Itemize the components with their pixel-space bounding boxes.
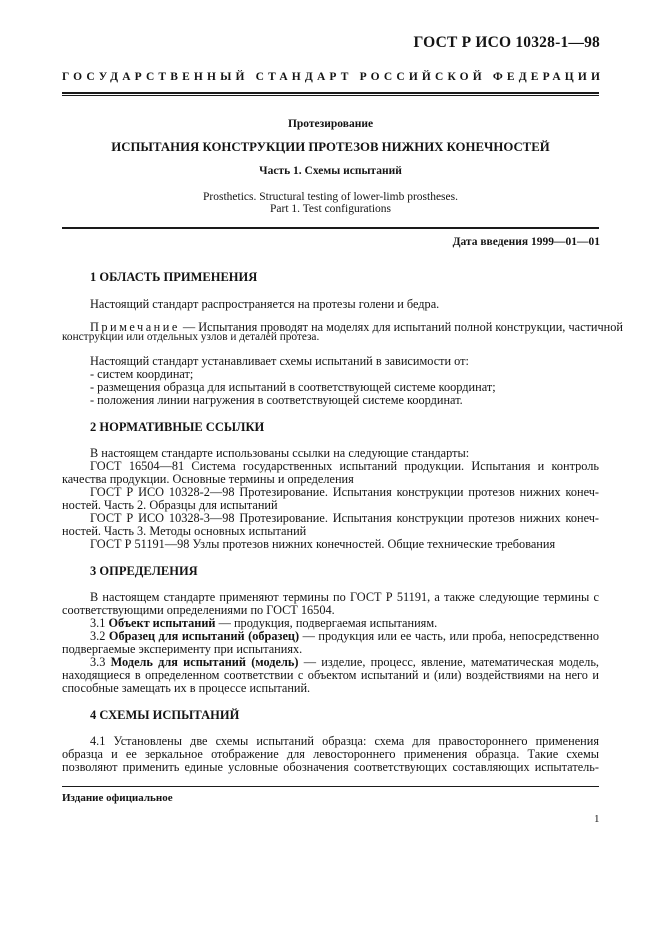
english-title-line1: Prosthetics. Structural testing of lower-limb prostheses. [203, 191, 458, 203]
document-title: ИСПЫТАНИЯ КОНСТРУКЦИИ ПРОТЕЗОВ НИЖНИХ КОНЕЧНОСТЕЙ [111, 140, 550, 154]
header-divider-thin [62, 95, 599, 96]
effective-date: Дата введения 1999—01—01 [452, 236, 600, 248]
reference-line: качества продукции. Основные термины и определения [62, 472, 354, 486]
section4-paragraph-line2: образца и ее зеркальное отображение для левостороннего применения образца. Такие схемы [62, 747, 599, 761]
section1-paragraph1: Настоящий стандарт распространяется на протезы голени и бедра. [90, 297, 440, 311]
list-item: - положения линии нагружения в соответствующей системе координат. [90, 393, 463, 407]
english-title-line2: Part 1. Test configurations [270, 203, 391, 215]
section1-note-line2: конструкции или отдельных узлов и деталей протеза. [62, 331, 320, 343]
header-divider-thick [62, 92, 599, 94]
reference-line: ГОСТ Р 51191—98 Узлы протезов нижних конечностей. Общие технические требования [90, 537, 556, 551]
section4-heading: 4 СХЕМЫ ИСПЫТАНИЙ [90, 708, 240, 722]
title-divider [62, 227, 599, 229]
reference-line: ностей. Часть 3. Методы основных испытаний [62, 524, 307, 538]
list-item: - систем координат; [90, 367, 194, 381]
note-label: Примечание [90, 320, 180, 334]
definition-3-3: 3.3 Модель для испытаний (модель) — изделие, процесс, явление, математическая модель, [90, 655, 600, 669]
note-text: — Испытания проводят на моделях для испытаний полной конструкции, частичной [182, 320, 623, 334]
page-number: 1 [594, 813, 600, 825]
section2-heading: 2 НОРМАТИВНЫЕ ССЫЛКИ [90, 420, 265, 434]
reference-line: ГОСТ 16504—81 Система государственных испытаний продукции. Испытания и контроль [90, 459, 599, 473]
reference-line: ГОСТ Р ИСО 10328-3—98 Протезирование. Испытания конструкции протезов нижних конеч- [90, 511, 599, 525]
section3-intro-line2: соответствующими определениями по ГОСТ 16504. [62, 603, 335, 617]
definition-3-1: 3.1 Объект испытаний — продукция, подвергаемая испытаниям. [90, 616, 438, 630]
list-item: - размещения образца для испытаний в соответствующей системе координат; [90, 380, 496, 394]
reference-line: ностей. Часть 2. Образцы для испытаний [62, 498, 278, 512]
section2-intro: В настоящем стандарте использованы ссылки на следующие стандарты: [90, 446, 470, 460]
section4-paragraph-line3: позволяют применить единые условные обозначения соответствующих составляющих испытатель- [62, 760, 599, 774]
reference-line: ГОСТ Р ИСО 10328-2—98 Протезирование. Испытания конструкции протезов нижних конеч- [90, 485, 599, 499]
part-title: Часть 1. Схемы испытаний [259, 165, 402, 177]
section3-intro-line1: В настоящем стандарте применяют термины по ГОСТ Р 51191, а также следующие термины с [90, 590, 599, 604]
section1-paragraph2: Настоящий стандарт устанавливает схемы испытаний в зависимости от: [90, 354, 469, 368]
organization-title: ГОСУДАРСТВЕННЫЙ СТАНДАРТ РОССИЙСКОЙ ФЕДЕРАЦИИ [62, 71, 605, 83]
official-edition-label: Издание официальное [62, 792, 173, 804]
section1-heading: 1 ОБЛАСТЬ ПРИМЕНЕНИЯ [90, 270, 258, 284]
definition-3-3-end: способные замещать их в процессе испытаний. [62, 681, 311, 695]
footer-divider [62, 786, 599, 787]
section4-paragraph-line1: 4.1 Установлены две схемы испытаний образца: схема для правостороннего применения [90, 734, 599, 748]
document-code: ГОСТ Р ИСО 10328-1—98 [413, 34, 600, 51]
subject-heading: Протезирование [287, 118, 374, 130]
definition-3-2: 3.2 Образец для испытаний (образец) — продукция или ее часть, или проба, непосредственно [90, 629, 599, 643]
section3-heading: 3 ОПРЕДЕЛЕНИЯ [90, 564, 198, 578]
definition-3-2-continued: подвергаемые эксперименту при испытаниях. [62, 642, 303, 656]
definition-3-3-continued: находящиеся в определенном соответствии с объектом испытаний и (или) воздействиями на него и [62, 668, 599, 682]
